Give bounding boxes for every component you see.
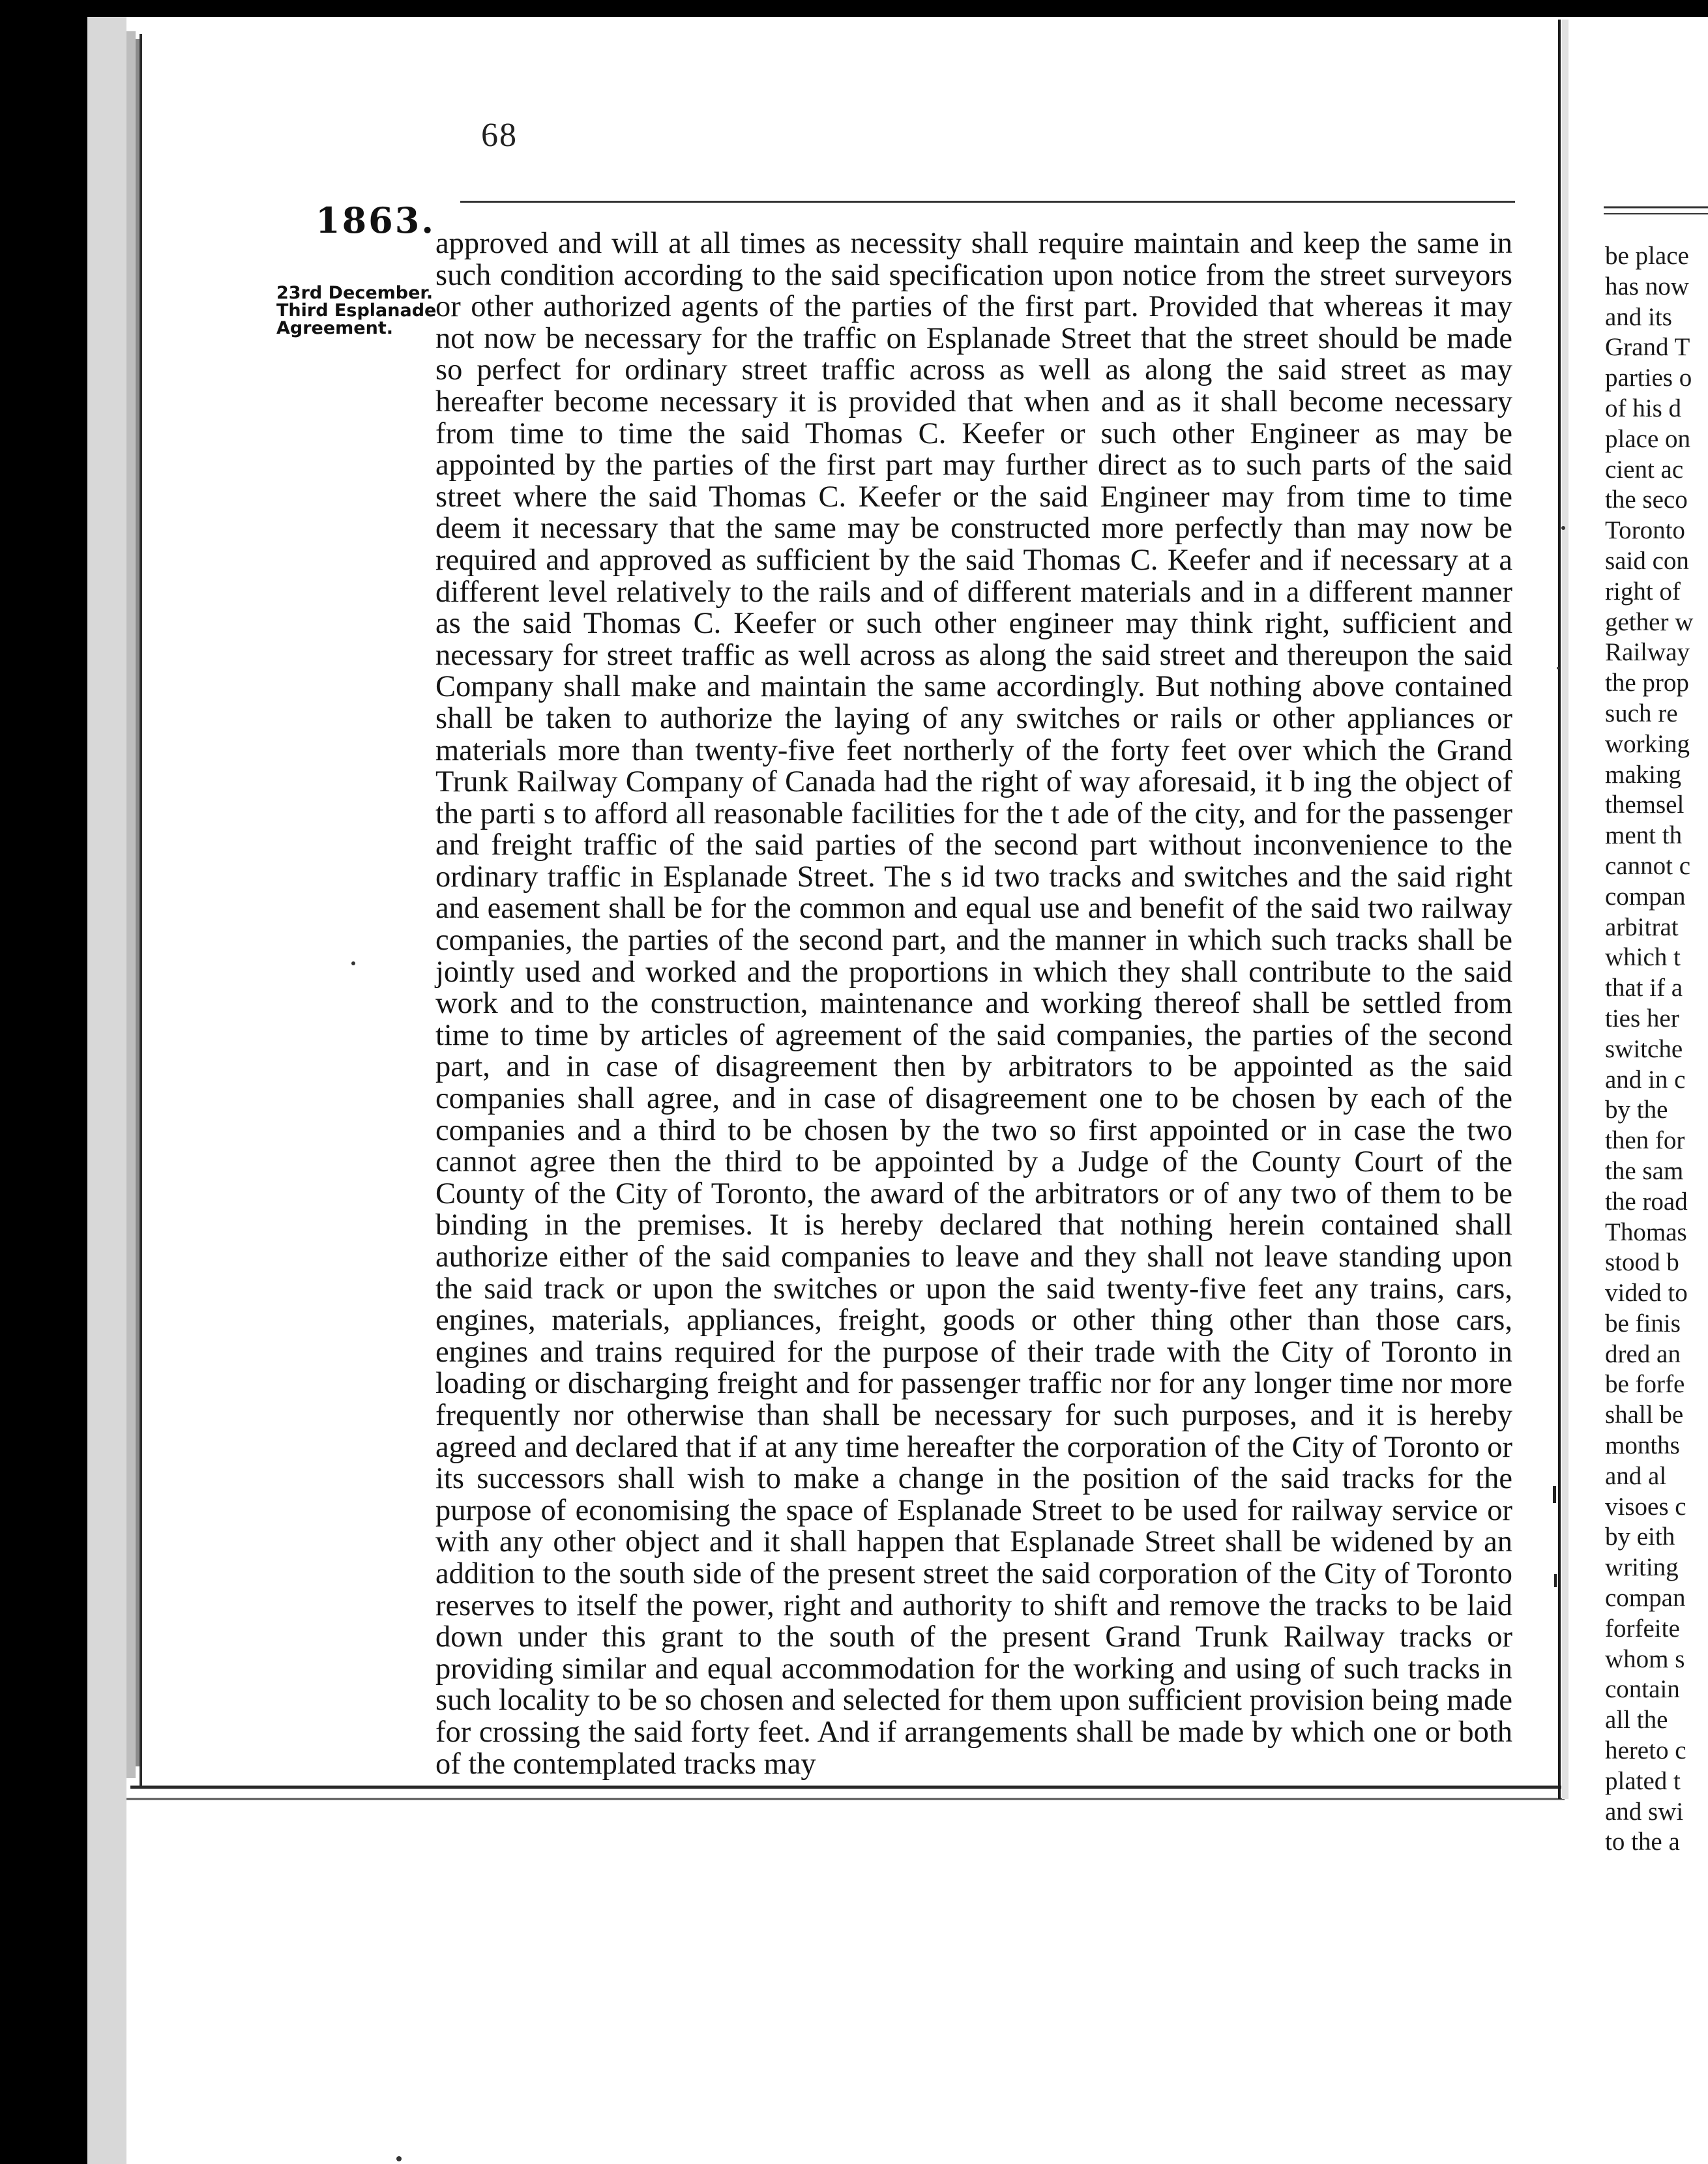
next-page-line: the road: [1605, 1187, 1688, 1216]
next-page-line: themsel: [1605, 791, 1685, 819]
next-page-line: Toronto: [1605, 516, 1685, 545]
page-number: 68: [481, 117, 518, 154]
next-page-line: that if a: [1605, 974, 1683, 1002]
next-page-line: shall be: [1605, 1401, 1684, 1429]
next-page-line: right of: [1605, 577, 1681, 606]
next-page-line: such re: [1605, 699, 1678, 727]
next-page-line: and swi: [1605, 1797, 1684, 1826]
next-page-line: writing: [1605, 1553, 1679, 1582]
next-page-line: by eith: [1605, 1523, 1675, 1551]
next-page-line: cient ac: [1605, 455, 1684, 484]
next-page-line: of his d: [1605, 394, 1681, 422]
margin-note: [276, 284, 446, 337]
next-page-line: months: [1605, 1431, 1680, 1460]
next-page-line: and al: [1605, 1461, 1667, 1490]
next-page-line: be place: [1605, 242, 1689, 270]
next-page-line: gether w: [1605, 607, 1694, 636]
next-page-line: then for: [1605, 1126, 1685, 1155]
next-page-line: all the: [1605, 1706, 1668, 1734]
next-page-line: dred an: [1605, 1339, 1681, 1368]
next-page-line: ment th: [1605, 821, 1683, 850]
next-page-line: has now: [1605, 272, 1689, 300]
top-black-band: [0, 0, 1708, 17]
next-page-line: arbitrat: [1605, 913, 1679, 941]
margin-note-line: Third Esplanade: [276, 300, 437, 321]
next-page-line: hereto c: [1605, 1736, 1686, 1765]
year-heading: 1863.: [316, 199, 436, 241]
next-page-line: visoes c: [1605, 1492, 1686, 1521]
next-page-line: be forfe: [1605, 1370, 1685, 1399]
next-page-line: place on: [1605, 424, 1691, 453]
next-page-line: be finis: [1605, 1309, 1681, 1338]
header-rule: [460, 201, 1515, 203]
next-page-line: working: [1605, 729, 1690, 758]
body-text: [435, 228, 1512, 1780]
next-page-line: switche: [1605, 1034, 1683, 1063]
body-paragraph: approved and will at all times as necessity shall require maintain and keep the same in such condition according to the said specification upon notice from the street surveyors or other authorized agents of the parties of the first part. Provided that whereas it may not now be necessary for the traffic on Esplanade Street that the street should be made so perfect for ordinary street traffic across as well as along the said street as may hereafter become necessary it is provided that when and as it shall become necessary from time to time the said Thomas C. Keefer or such other Engineer as may be appointed by the parties of the first part may further direct as to such parts of the said street where the said Thomas C. Keefer or the said Engineer may from time to time deem it necessary that the same may be constructed more perfectly than may now be required and approved as sufficient by the said Thomas C. Keefer and if necessary at a different level relatively to the rails and of different materials and in a different manner as the said Thomas C. Keefer or such other engineer may think right, sufficient and necessary for street traffic as well across as along the said street and thereupon the said Company shall make and maintain the same accordingly. But nothing above contained shall be taken to authorize the laying of any switches or rails or other appliances or materials more than twenty-five feet northerly of the forty feet over which the Grand Trunk Railway Company of Canada had the right of way aforesaid, it b ing the object of the parti s to afford all reasonable facilities for the t ade of the city, and for the passenger and freight traffic of the said parties of the second part without inconvenience to the ordinary traffic in Esplanade Street. The s id two tracks and switches and the said right and easement shall be for the common and equal use and benefit of the said two railway companies, the parties of the second part, and the manner in which such tracks shall be jointly used and worked and the proportions in which they shall contribute to the said work and to the construction, maintenance and working thereof shall be settled from time to time by articles of agreement of the said companies, the parties of the second part, and in case of disagreement then by arbitrators to be appointed as the said companies shall agree, and in case of disagreement one to be chosen by each of the companies and a third to be chosen by the two so first appointed or in case the two cannot agree then the third to be appointed by a Judge of the County Court of the County of the City of Toronto, the award of the arbitrators or of any two of them to be binding in the premises. It is hereby declared that nothing herein contained shall authorize either of the said companies to leave and they shall not leave standing upon the said track or upon the switches or upon the said twenty-five feet any trains, cars, engines, materials, appliances, freight, goods or other thing other than those cars, engines and trains required for the purpose of their trade with the City of Toronto in loading or discharging freight and for passenger traffic nor for any longer time nor more frequently nor otherwise than shall be necessary for such purposes, and it is hereby agreed and declared that if at any time hereafter the corporation of the City of Toronto or its successors shall wish to make a change in the position of the said tracks for the purpose of economising the space of Esplanade Street to be used for railway service or with any other object and it shall happen that Esplanade Street shall be widened by an addition to the south side of the present street the said corporation of the City of Toronto reserves to itself the power, right and authority to shift and remove the tracks to be laid down under this grant to the south of the present Grand Trunk Railway tracks or providing similar and equal accommodation for the working and using of such tracks in such locality to be so chosen and selected for them upon sufficient provision being made for crossing the said forty feet. And if arrangements shall be made by which one or both of the contemplated tracks may: [435, 227, 1512, 1781]
next-page-line: and in c: [1605, 1065, 1686, 1094]
next-page-line: to the a: [1605, 1828, 1680, 1856]
next-page-line: the sam: [1605, 1156, 1684, 1185]
stray-mark: [351, 961, 355, 965]
next-page-line: the seco: [1605, 486, 1688, 514]
next-page-line: plated t: [1605, 1766, 1681, 1795]
next-page-line: forfeite: [1605, 1614, 1680, 1643]
next-page-line: compan: [1605, 1584, 1686, 1613]
next-page-line: ties her: [1605, 1004, 1679, 1032]
next-page-line: by the: [1605, 1096, 1668, 1124]
next-page-line: making: [1605, 760, 1681, 789]
next-page-line: stood b: [1605, 1248, 1679, 1277]
next-page-line: the prop: [1605, 669, 1689, 697]
next-page-line: vided to: [1605, 1279, 1688, 1308]
next-page-line: compan: [1605, 882, 1686, 911]
next-page-line: whom s: [1605, 1645, 1685, 1673]
next-page-line: Grand T: [1605, 333, 1690, 362]
left-black-band: [0, 0, 87, 2164]
next-page-line: and its: [1605, 302, 1672, 331]
margin-note-line: Agreement.: [276, 318, 393, 338]
next-page-line: which t: [1605, 943, 1681, 972]
next-page-line: said con: [1605, 546, 1689, 575]
next-page-fragment: [1605, 241, 1708, 1858]
page-edge-shadow: [87, 17, 126, 2164]
next-page-line: contain: [1605, 1675, 1680, 1704]
next-page-line: cannot c: [1605, 851, 1691, 880]
next-page-line: parties o: [1605, 364, 1692, 392]
margin-note-line: 23rd December.: [276, 283, 434, 303]
next-page-line: Thomas: [1605, 1218, 1687, 1246]
next-page-line: Railway: [1605, 638, 1690, 667]
